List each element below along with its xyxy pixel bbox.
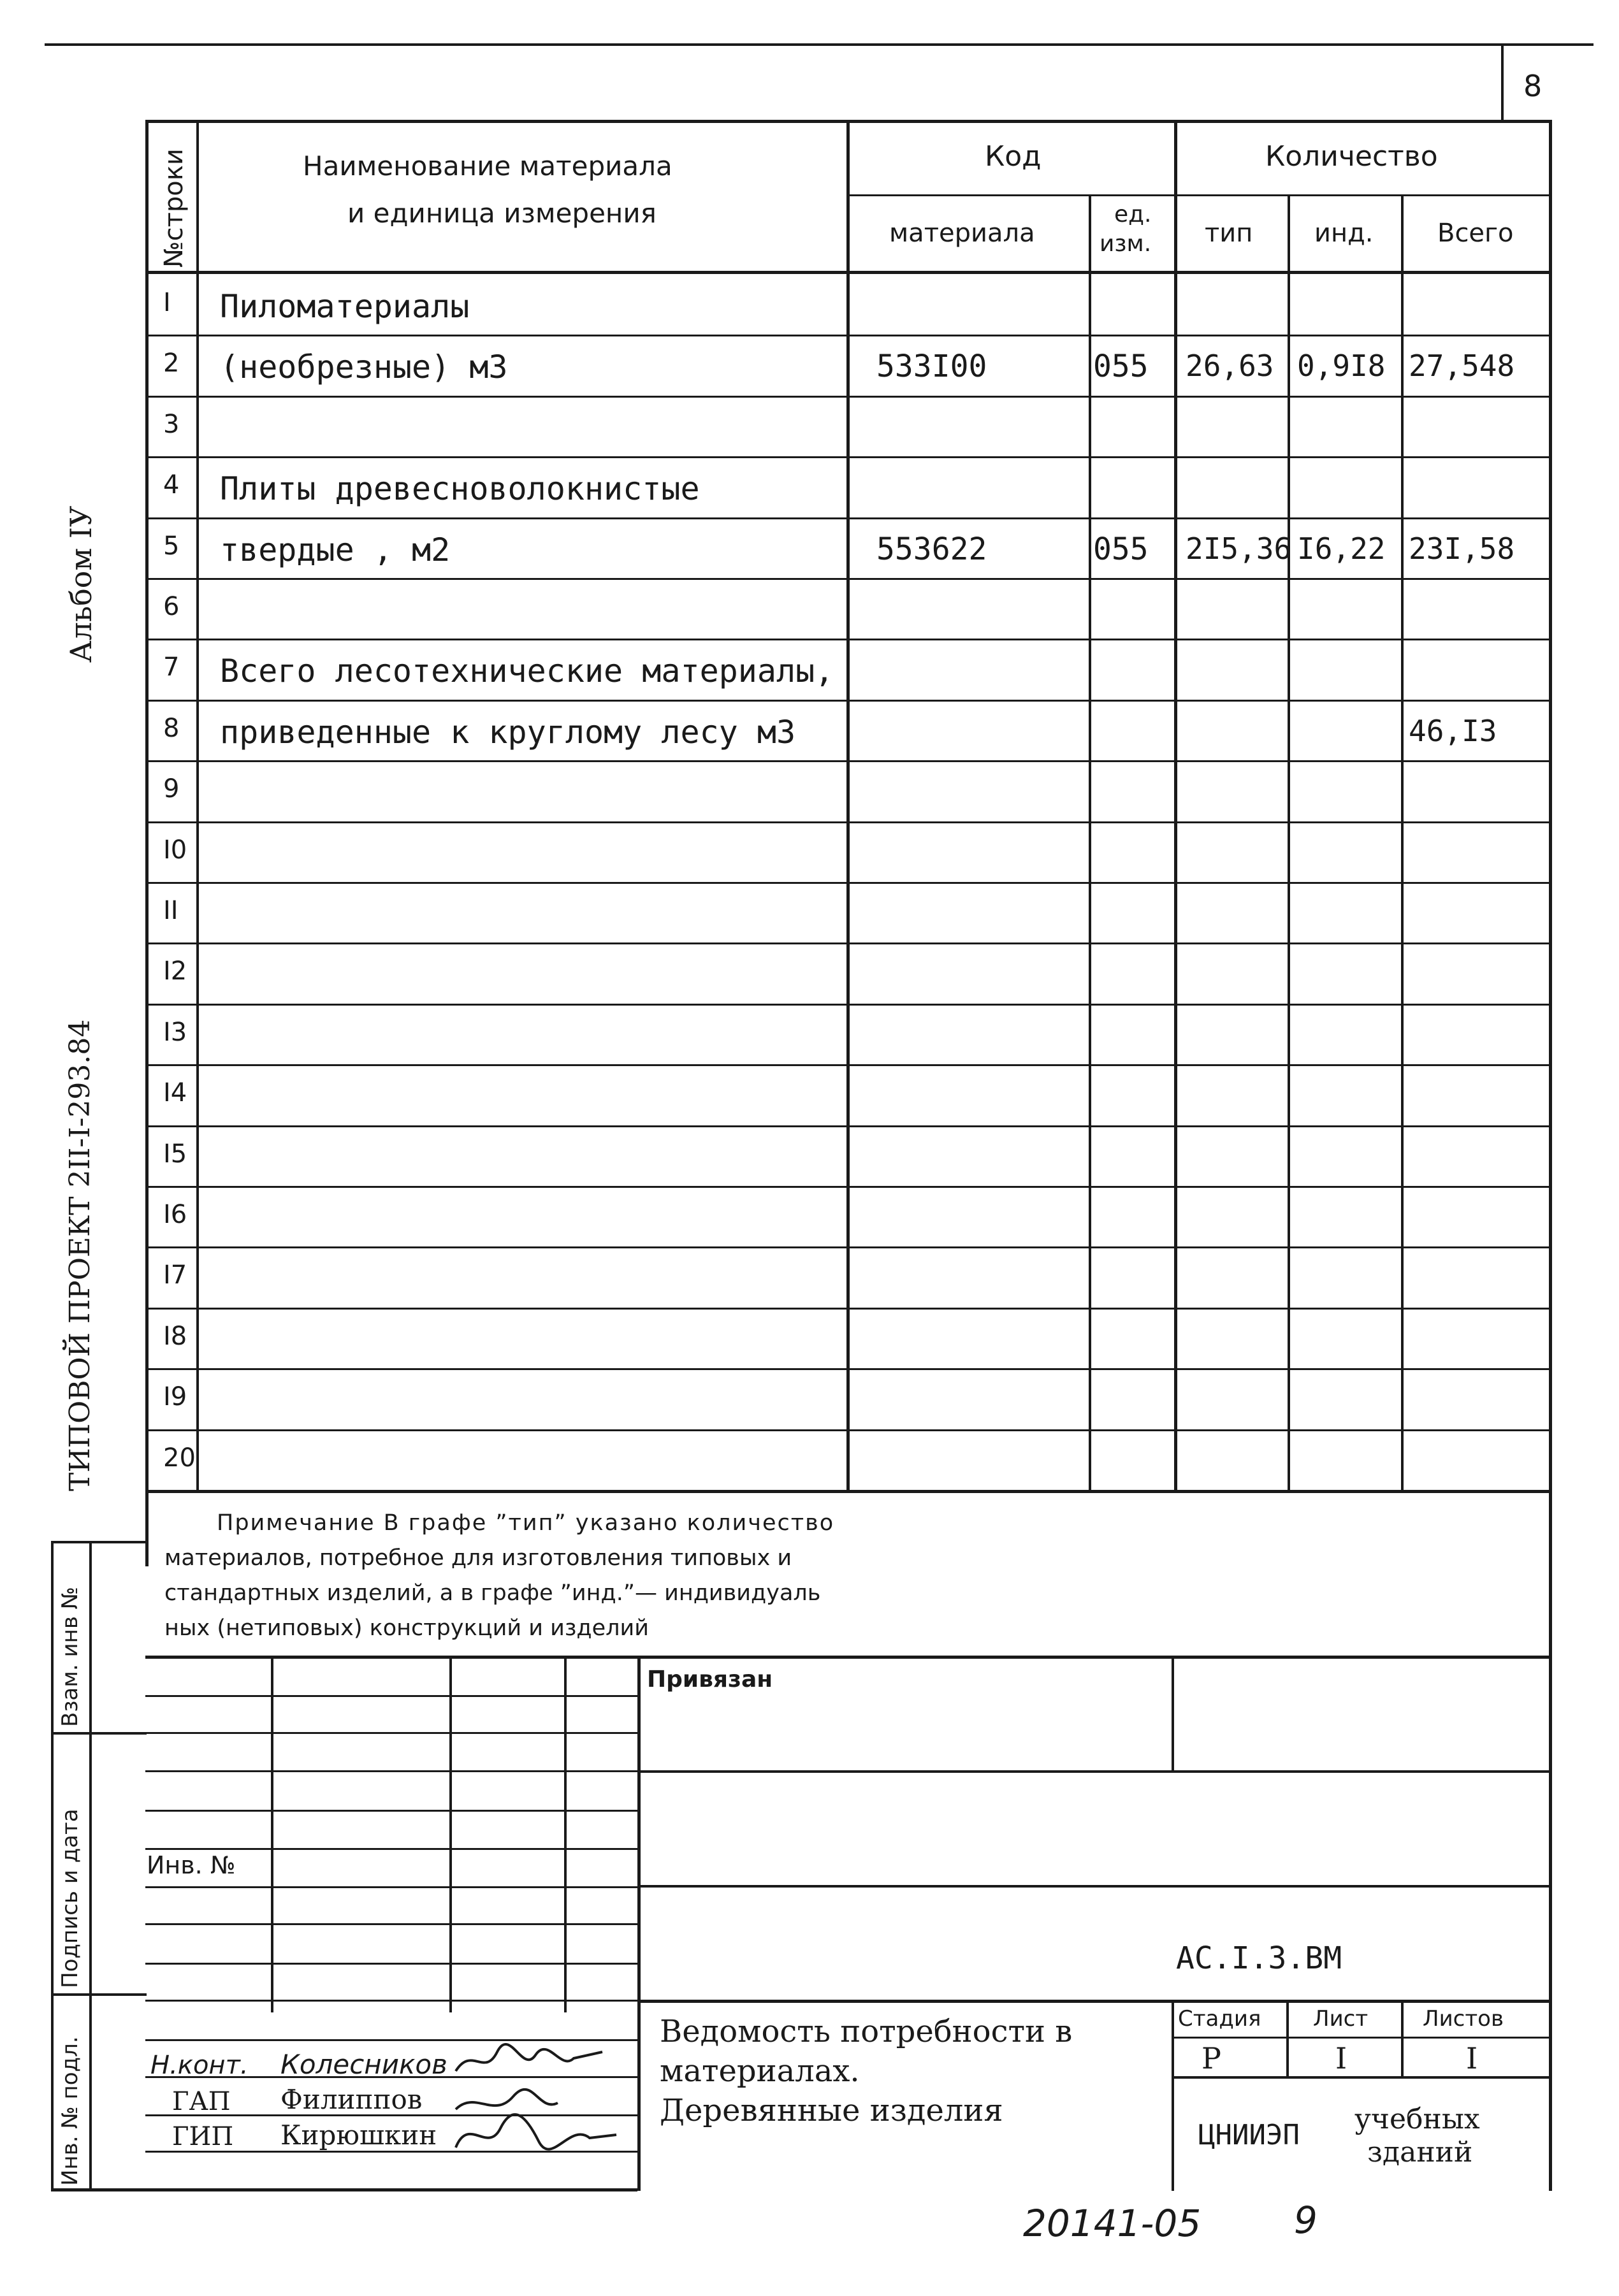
row-name: приведенные к круглому лесу м3	[220, 714, 796, 751]
header-unit-line2: изм.	[1100, 231, 1152, 257]
col-line-type	[1288, 194, 1290, 1490]
side-stamp-div1	[51, 1732, 147, 1735]
stamp-right-h1	[637, 1770, 1552, 1773]
row-name: Пиломатериалы	[220, 288, 470, 325]
footer-archive-no: 20141-05	[1023, 2202, 1202, 2245]
row-separator	[145, 1004, 1552, 1006]
header-qty-type: тип	[1205, 219, 1253, 248]
row-separator	[145, 942, 1552, 944]
stamp-info-h2	[1172, 2076, 1552, 2079]
row-number: 3	[163, 410, 180, 439]
note-line4: ных (нетиповых) конструкций и изделий	[164, 1615, 650, 1641]
row-separator	[145, 760, 1552, 762]
row-type: 2I5,36	[1186, 531, 1292, 566]
signer-role-gap: ГАП	[172, 2087, 231, 2116]
stamp-grid-line	[145, 1770, 639, 1772]
row-total: 23I,58	[1409, 531, 1515, 566]
row-separator	[145, 578, 1552, 580]
row-number: 8	[163, 714, 180, 743]
side-inv-podl: Инв. № подл.	[57, 2036, 83, 2186]
stamp-right-h2	[637, 1885, 1552, 1888]
row-number: I0	[163, 835, 187, 865]
row-number: 5	[163, 531, 180, 561]
table-frame-left	[145, 120, 149, 1566]
header-row-no: №строки	[159, 148, 189, 268]
row-number: I9	[163, 1382, 187, 1412]
row-separator	[145, 456, 1552, 458]
side-stamp-right	[89, 1541, 92, 2191]
row-number: I7	[163, 1260, 187, 1290]
header-code: Код	[985, 140, 1042, 173]
table-bottom	[145, 1490, 1552, 1493]
stamp-right-h3	[637, 2000, 1552, 2003]
row-number: I8	[163, 1322, 187, 1351]
table-frame-right	[1549, 120, 1552, 2191]
page-number: 8	[1523, 69, 1543, 103]
row-name: твердые , м2	[220, 531, 451, 568]
side-stamp-left	[51, 1541, 54, 2191]
stamp-stage-label: Стадия	[1178, 2006, 1261, 2032]
stamp-title-line3: Деревянные изделия	[660, 2093, 1003, 2128]
row-unit: 055	[1093, 349, 1149, 384]
row-separator	[145, 882, 1552, 884]
stamp-title-line1: Ведомость потребности в	[660, 2014, 1073, 2049]
signer-role-gip: ГИП	[172, 2122, 234, 2151]
side-podpis-data: Подпись и дата	[57, 1809, 83, 1988]
row-type: 26,63	[1186, 349, 1274, 383]
signer-name-kolesnikov: Колесников	[280, 2049, 447, 2080]
stamp-left-col2	[449, 1656, 452, 2012]
stamp-grid-line	[145, 1732, 639, 1734]
row-separator	[145, 639, 1552, 640]
stamp-privyazan: Привязан	[647, 1666, 773, 1693]
stamp-title-line2: материалах.	[660, 2053, 860, 2089]
stamp-left-col3	[564, 1656, 567, 2012]
footer-page: 9	[1294, 2199, 1318, 2242]
note-line3: стандартных изделий, а в графе ”инд.”— индивидуаль	[164, 1580, 821, 1606]
row-number: I	[163, 288, 171, 317]
side-stamp-top	[51, 1541, 147, 1543]
album-label: Альбом IУ	[64, 505, 98, 663]
row-ind: 0,9I8	[1297, 349, 1386, 383]
row-separator	[145, 821, 1552, 823]
stamp-grid-line	[145, 1963, 639, 1965]
row-name: Всего лесотехнические материалы,	[220, 653, 834, 690]
stamp-grid-line	[145, 1848, 639, 1850]
stamp-sheet-value: I	[1335, 2041, 1347, 2076]
note-line2: материалов, потребное для изготовления типовых и	[164, 1545, 792, 1571]
stamp-top	[145, 1656, 1552, 1659]
row-number: I2	[163, 957, 187, 986]
row-number: I4	[163, 1078, 187, 1108]
stamp-privyazan-divider	[1172, 1656, 1174, 1770]
row-separator	[145, 700, 1552, 702]
row-separator	[145, 1064, 1552, 1066]
signer-name-filippov: Филиппов	[280, 2084, 423, 2115]
row-number: I3	[163, 1018, 187, 1047]
row-separator	[145, 1125, 1552, 1127]
row-number: 20	[163, 1443, 196, 1473]
col-line-rowno	[196, 120, 199, 1490]
row-separator	[145, 396, 1552, 398]
note-line1: Примечание В графе ”тип” указано количество	[217, 1510, 835, 1536]
header-name-line1: Наименование материала	[303, 150, 672, 182]
stamp-grid-line	[145, 1695, 639, 1697]
row-code: 553622	[876, 531, 987, 567]
header-name-line2: и единица измерения	[347, 198, 657, 229]
row-separator	[145, 1368, 1552, 1370]
row-total: 27,548	[1409, 349, 1515, 383]
stamp-sheets-value: I	[1466, 2041, 1478, 2076]
row-name: (необрезные) м3	[220, 349, 508, 386]
col-line-ind	[1401, 194, 1404, 1490]
signer-role-nkont: Н.конт.	[150, 2051, 249, 2080]
stamp-info-col2	[1286, 2000, 1289, 2077]
stamp-info-col3	[1401, 2000, 1404, 2077]
side-vzam-inv: Взам. инв №	[57, 1586, 83, 1727]
stamp-stage-value: Р	[1202, 2041, 1221, 2076]
top-rule	[45, 43, 1594, 46]
row-unit: 055	[1093, 531, 1149, 567]
stamp-grid-line	[145, 1886, 639, 1888]
stamp-grid-line	[145, 2000, 639, 2002]
row-number: 2	[163, 349, 180, 378]
row-code: 533I00	[876, 349, 987, 384]
page-number-divider	[1501, 46, 1504, 121]
row-separator	[145, 1429, 1552, 1431]
stamp-left-col1	[271, 1656, 273, 2012]
row-ind: I6,22	[1297, 531, 1386, 566]
stamp-sheets-label: Листов	[1423, 2006, 1504, 2032]
row-number: I6	[163, 1200, 187, 1229]
row-number: 7	[163, 653, 180, 682]
row-separator	[145, 517, 1552, 519]
row-separator	[145, 1308, 1552, 1310]
stamp-sheet-label: Лист	[1313, 2006, 1369, 2032]
row-number: 4	[163, 470, 180, 500]
col-line-name	[846, 120, 850, 1490]
row-separator	[145, 1246, 1552, 1248]
row-separator	[145, 335, 1552, 336]
signer-name-kiryushkin: Кирюшкин	[280, 2119, 437, 2151]
stamp-info-divider	[1172, 2000, 1174, 2191]
stamp-inv-no: Инв. №	[147, 1851, 236, 1879]
header-qty-ind: инд.	[1314, 219, 1374, 248]
signature-kiryushkin	[449, 2109, 621, 2160]
row-number: 9	[163, 774, 180, 804]
header-unit-line1: ед.	[1114, 201, 1152, 227]
col-line-code	[1089, 194, 1091, 1490]
project-label: ТИПОВОЙ ПРОЕКТ 2II-I-293.84	[64, 1019, 96, 1491]
header-qty-total: Всего	[1437, 219, 1514, 248]
stamp-org-line1: ЦНИИЭП	[1198, 2119, 1300, 2151]
stamp-doc-code: АС.I.3.ВМ	[1176, 1940, 1342, 1976]
stamp-grid-line	[145, 1810, 639, 1812]
stamp-info-h1	[1172, 2037, 1552, 2039]
stamp-org-line2: учебных	[1354, 2103, 1480, 2135]
row-separator	[145, 1186, 1552, 1188]
header-subline-qty-only	[1176, 194, 1552, 196]
row-number: 6	[163, 592, 180, 621]
row-number: II	[163, 896, 178, 925]
row-total: 46,I3	[1409, 714, 1497, 748]
side-stamp-div2	[51, 1993, 147, 1996]
header-quantity: Количество	[1265, 140, 1438, 173]
header-code-material: материала	[889, 219, 1035, 248]
stamp-org-line3: зданий	[1367, 2136, 1473, 2169]
col-line-unit	[1174, 120, 1177, 1490]
stamp-grid-line	[145, 1923, 639, 1925]
side-stamp-bottom	[51, 2188, 637, 2191]
row-name: Плиты древесноволокнистые	[220, 470, 700, 507]
row-number: I5	[163, 1139, 187, 1169]
